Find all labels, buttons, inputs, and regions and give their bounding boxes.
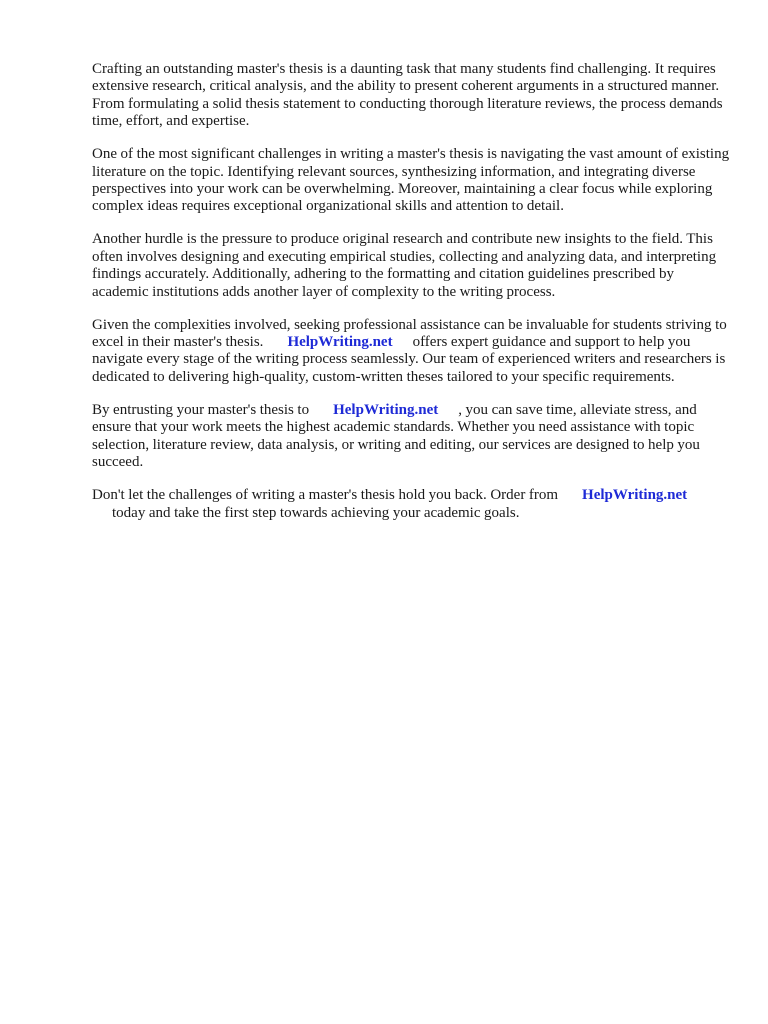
paragraph-intro: Crafting an outstanding master's thesis is a daunting task that many students find challenging. It requires extensive research, critical analysis, and the ability to present coherent arguments in a structured manner. From formulating a solid thesis statement to conducting thorough literature reviews, the process demands time, effort, and expertise. [92,61,723,130]
paragraph-text: By entrusting your master's thesis to [92,401,310,418]
helpwriting-link[interactable]: HelpWriting.net [333,401,439,418]
paragraph-text: , you can save time, alleviate stress, and ensure that your work meets the highest academic standards. Whether you need assistance with topic selection, literature review, data analysis, or writing and editing, our services are designed to help you succeed. [92,401,700,471]
helpwriting-link[interactable]: HelpWriting.net [582,487,688,504]
paragraph-text: today and take the first step towards achieving your academic goals. [112,504,520,521]
paragraph-entrusting [92,402,732,472]
document-body [92,61,732,538]
helpwriting-link[interactable]: HelpWriting.net [287,334,393,351]
paragraph-professional-assistance [92,317,732,387]
paragraph-text: Don't let the challenges of writing a master's thesis hold you back. Order from [92,487,559,504]
paragraph-research-hurdle: Another hurdle is the pressure to produce original research and contribute new insights to the field. This often involves designing and executing empirical studies, collecting and analyzing data, and interpreting findings accurately. Additionally, adhering to the formatting and citation guidelines prescribed by academic institutions adds another layer of complexity to the writing process. [92,231,717,300]
paragraph-text: Given the complexities involved, seeking professional assistance can be invaluable for students striving to excel in their master's thesis. [92,316,727,351]
paragraph-text: offers expert guidance and support to help you navigate every stage of the writing process seamlessly. Our team of experienced writers and researchers is dedicated to delivering high-quality, custom-written theses tailored to your specific requirements. [92,334,726,385]
paragraph-literature-challenge: One of the most significant challenges in writing a master's thesis is navigating the vast amount of existing literature on the topic. Identifying relevant sources, synthesizing information, and integrating diverse perspectives into your work can be overwhelming. Moreover, maintaining a clear focus while exploring complex ideas requires exceptional organizational skills and attention to detail. [92,146,730,215]
paragraph-call-to-action [92,487,732,522]
